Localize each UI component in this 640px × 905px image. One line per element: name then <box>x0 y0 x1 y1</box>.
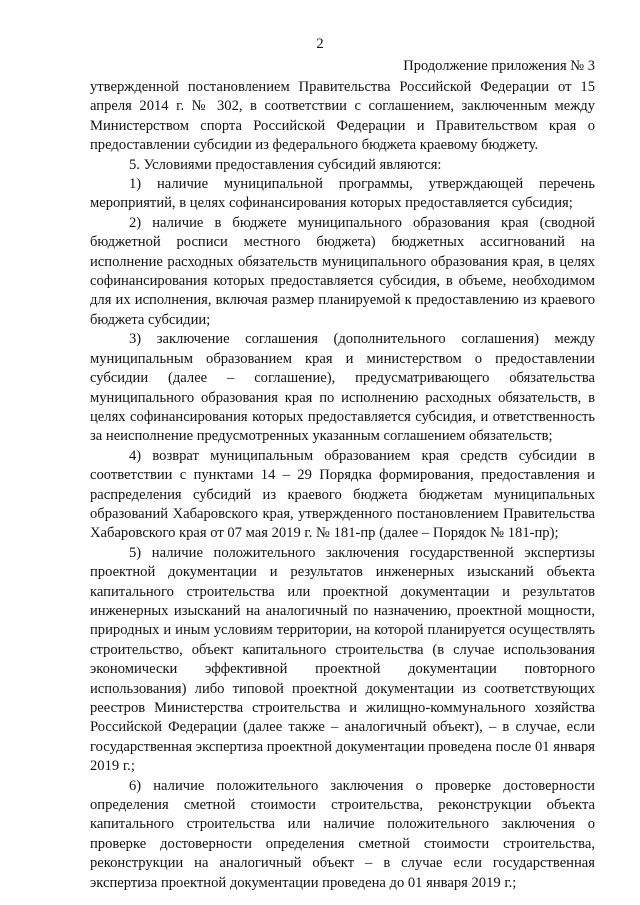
paragraph-condition-4: 4) возврат муниципальным образованием края средств субсидии в соответствии с пунктами 14 – 29 Порядка формирования, предоставления и распределения субсидий из краевого бюджета бюджетам муниципальных образований Хабаровского края, утвержденного постановлением Правительства Хабаровского края от 07 мая 2019 г. № 181-пр (далее – Порядок № 181-пр); <box>90 447 595 542</box>
page-number: 2 <box>316 36 324 52</box>
paragraph-condition-5: 5) наличие положительного заключения государственной экспертизы проектной документации и результатов инженерных изысканий объекта капитального строительства или проектной документации и результатов инженерных изысканий на аналогичный по назначению, проектной мощности, природных и иным условиям территории, на которой планируется осуществлять строительство, объект капитального строительства (в случае использования экономически эффективной проектной документации повторного использования) либо типовой проектной документации из соответствующих реестров Министерства строительства и жилищно-коммунального хозяйства Российской Федерации (далее также – аналогичный объект), – в случае, если государственная экспертиза проектной документации проведена после 01 января 2019 г.; <box>90 544 595 775</box>
continuation-note: Продолжение приложения № 3 <box>403 58 595 74</box>
paragraph-conditions-heading: 5. Условиями предоставления субсидий являются: <box>129 156 442 173</box>
paragraph-condition-1: 1) наличие муниципальной программы, утверждающей перечень мероприятий, в целях софинансирования которых предоставляется субсидия; <box>90 176 595 212</box>
paragraph-condition-3: 3) заключение соглашения (дополнительного соглашения) между муниципальным образованием края и министерством о предоставлении субсидии (далее – соглашение), предусматривающего обязательства муниципального образования края по исполнению расходных обязательств, в целях софинансирования которых предоставляется субсидия, и ответственность за неисполнение предусмотренных указанным соглашением обязательств; <box>90 331 595 445</box>
paragraph-condition-6: 6) наличие положительного заключения о проверке достоверности определения сметной стоимости строительства, реконструкции объекта капитального строительства или наличие положительного заключения о проверке достоверности определения сметной стоимости строительства, реконструкции на аналогичный объект – в случае если государственная экспертиза проектной документации проведена до 01 января 2019 г.; <box>90 777 595 891</box>
paragraph-condition-2: 2) наличие в бюджете муниципального образования края (сводной бюджетной росписи местного бюджета) бюджетных ассигнований на исполнение расходных обязательств муниципального образования края, в целях софинансирования которых предоставляется субсидия, в объеме, необходимом для их исполнения, включая размер планируемой к предоставлению из краевого бюджета субсидии; <box>90 214 595 328</box>
document-body <box>90 78 595 893</box>
paragraph-continued: утвержденной постановлением Правительства Российской Федерации от 15 апреля 2014 г. № 302, в соответствии с соглашением, заключенным между Министерством спорта Российской Федерации и Правительством края о предоставлении субсидии из федерального бюджета краевому бюджету. <box>90 79 595 154</box>
